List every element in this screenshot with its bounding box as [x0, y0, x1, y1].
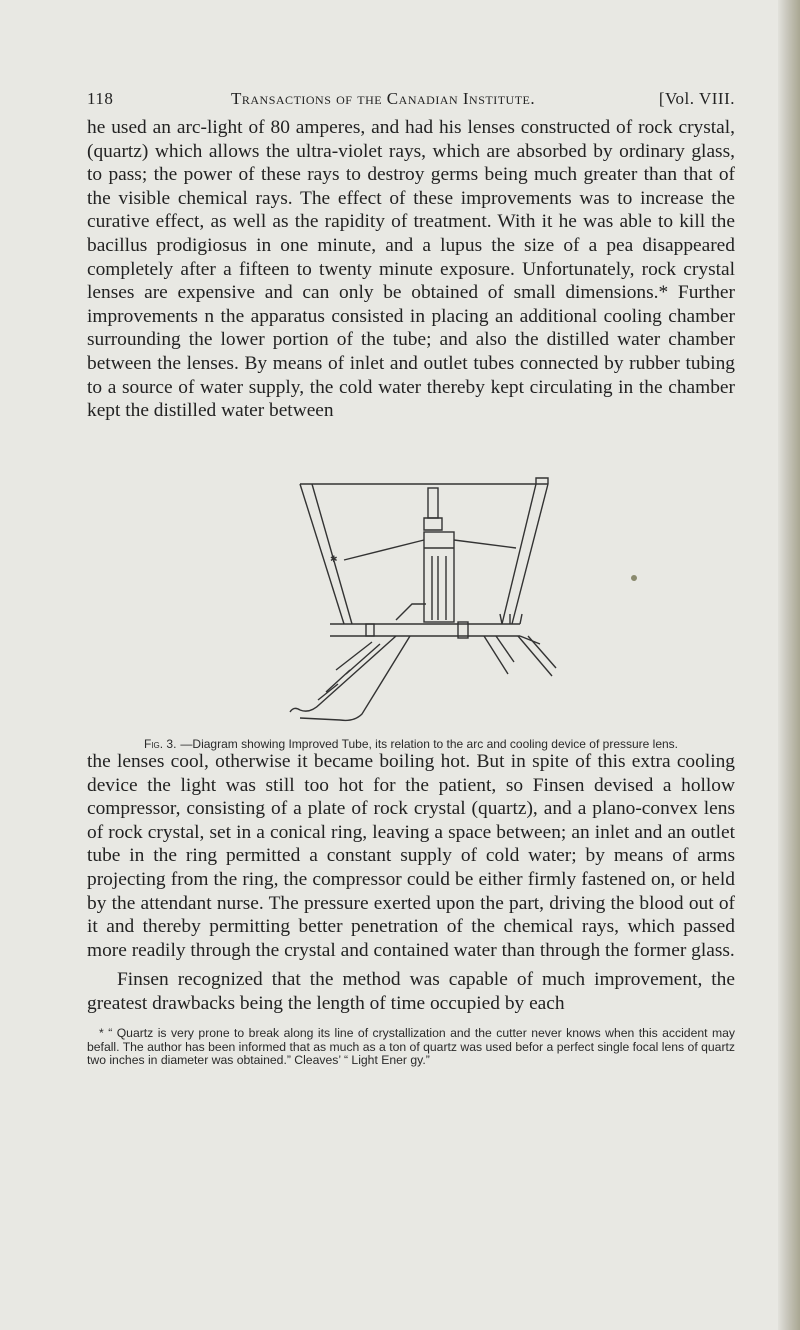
figure-3-diagram — [0, 474, 800, 734]
figure-label: Fig. 3. — [143, 737, 177, 751]
inner-chamber — [424, 532, 454, 622]
figure-caption-text: —Diagram showing Improved Tube, its relation to the arc and cooling device of pressure lens. — [180, 737, 679, 751]
left-strut — [344, 540, 424, 560]
running-title: Transactions of the Canadian Institute. — [231, 89, 536, 108]
central-rod — [428, 488, 438, 518]
cooling-tube-outer — [300, 636, 396, 711]
tube-diagram-svg — [0, 474, 800, 734]
page-number: 118 — [87, 89, 114, 108]
paragraph-3: Finsen recognized that the method was capable of much improvement, the greatest drawbacks being the length of time occupied by each — [87, 969, 735, 1014]
volume-label: [Vol. VIII. — [658, 89, 735, 108]
tube-right-wall — [512, 484, 548, 624]
footnote: * “ Quartz is very prone to break along its line of crystallization and the cutter never knows when this accident may befall. The author has been informed that as much as a ton of quartz was used befor a perfect single focal lens of quartz two inches in diameter was obtained.” Cleaves’ “ Light Ener gy.” — [87, 1026, 735, 1067]
print-speck — [631, 575, 637, 581]
right-strut — [454, 540, 516, 548]
figure-caption — [87, 737, 735, 751]
paragraph-2: the lenses cool, otherwise it became boiling hot. But in spite of this extra cooling device the light was still too hot for the patient, so Finsen devised a hollow compressor, consisting of a plate of rock crystal (quartz), and a plano-convex lens of rock crystal, set in a conical ring, leaving a space between; an inlet and an outlet tube in the ring permitted a constant supply of cold water; by means of arms projecting from the ring, the compressor could be either firmly fastened on, or held by the attendant nurse. The pressure exerted upon the part, driving the blood out of it and thereby permitting better penetration of the chemical rays, which passed more readily through the crystal and contained water than through the former glass. — [87, 751, 735, 961]
paragraph-1: he used an arc-light of 80 amperes, and had his lenses constructed of rock crystal, (quartz) which allows the ultra-violet rays, which are absorbed by ordinary glass, to pass; the power of these rays to destroy germs being much greater than that of the visible chemical rays. The effect of these improvements was to increase the curative effect, as well as the rapidity of treatment. With it he was able to kill the bacillus prodigiosus in one minute, and a lupus the size of a pea disappeared completely after a fifteen to twenty minute exposure. Unfortunately, rock crystal lenses are expensive and can only be obtained of small dimensions.* Further improvements n the apparatus consisted in placing an additional cooling chamber surrounding the lower portion of the tube; and also the distilled water chamber between the lenses. By means of inlet and outlet tubes connected by rubber tubing to a source of water supply, the cold water thereby kept circulating in the chamber kept the distilled water between — [87, 117, 735, 422]
outlet-tube-a — [484, 636, 508, 674]
diagram-mark: ✱ — [330, 554, 338, 564]
